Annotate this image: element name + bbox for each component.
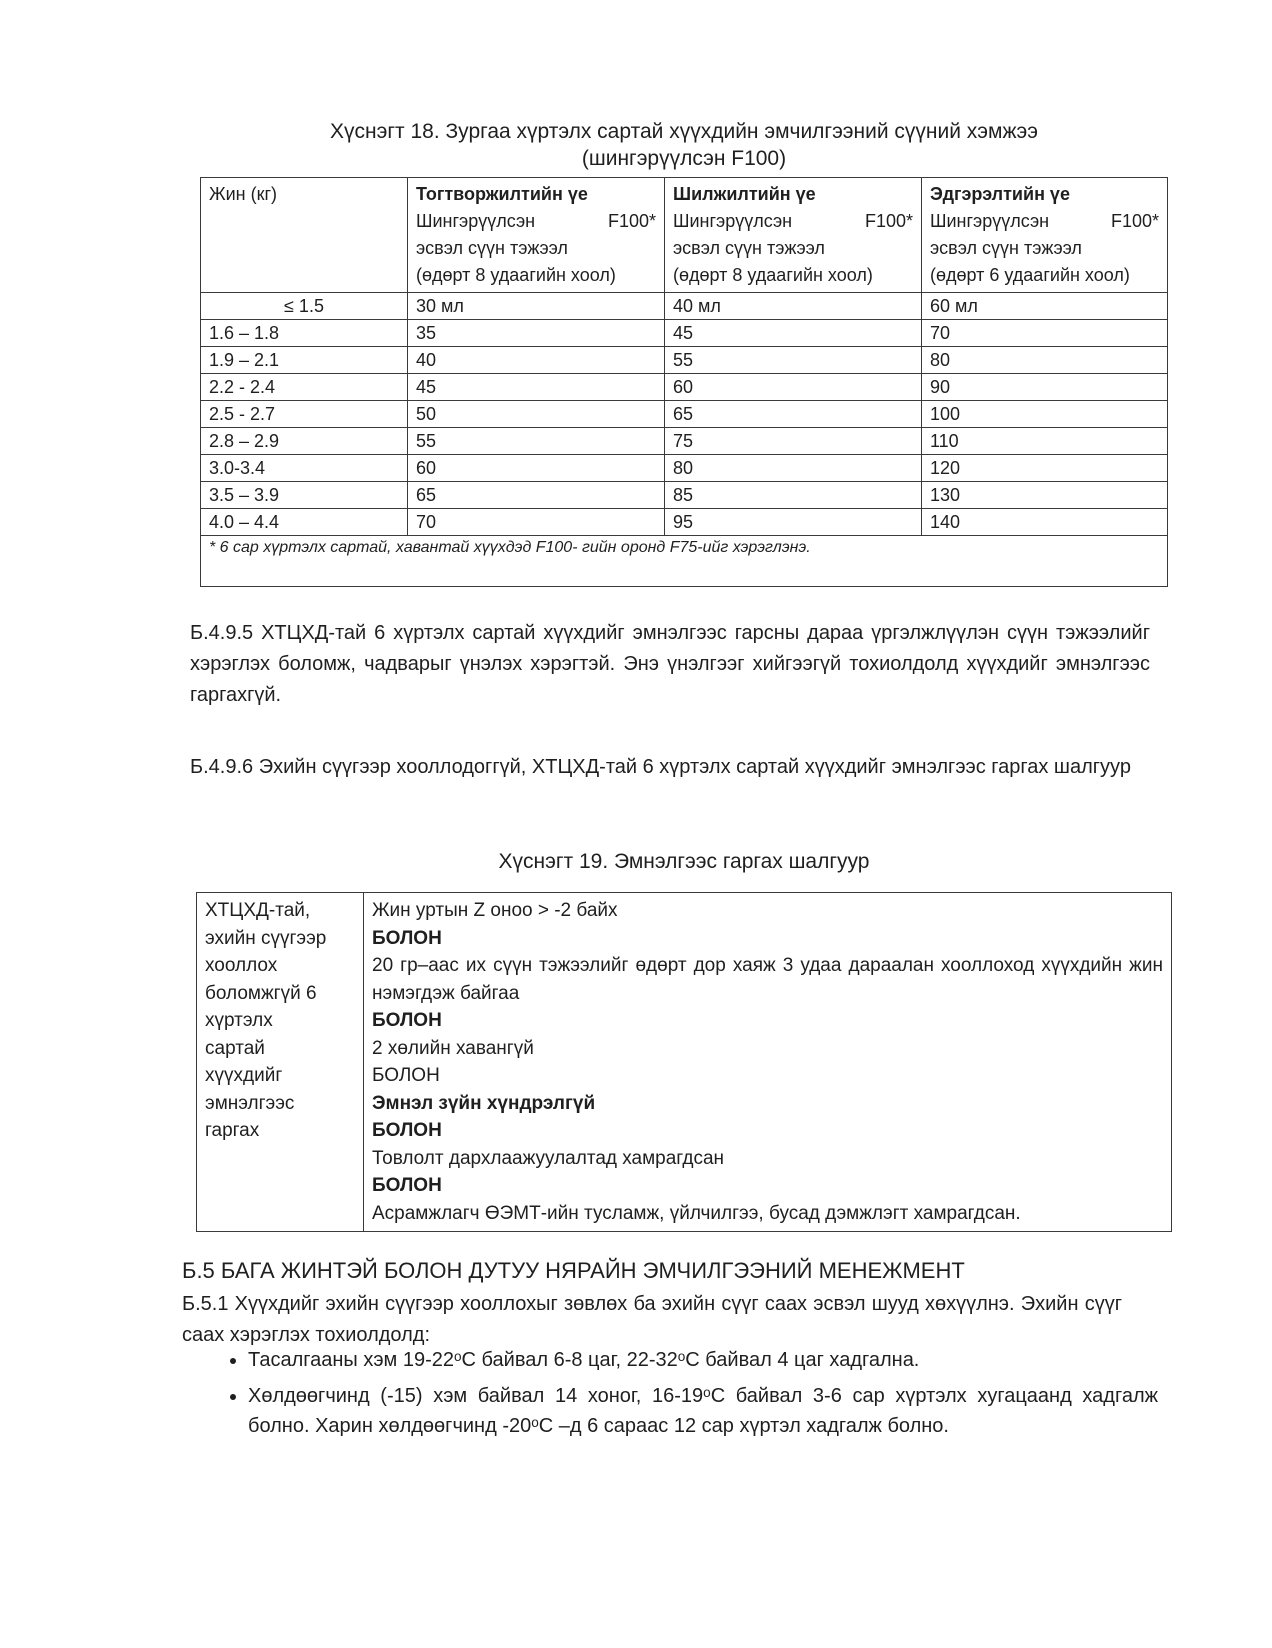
cell-weight: 2.8 – 2.9 [201,428,408,455]
cell-phase2: 60 [665,374,922,401]
cell-phase1: 40 [408,347,665,374]
header-phase1-line1b: F100* [607,211,656,231]
left-line: хооллох [205,955,278,976]
cell-phase2: 45 [665,320,922,347]
cell-phase1: 65 [408,482,665,509]
cell-weight: 3.0-3.4 [201,455,408,482]
table18-footnote: * 6 сар хүртэлх сартай, хавантай хүүхдэд F100- гийн оронд F75-ийг хэрэглэнэ. [201,536,1168,587]
cell-phase1: 45 [408,374,665,401]
cell-phase3: 70 [922,320,1168,347]
and-label: БОЛОН [372,1175,442,1196]
and-label: БОЛОН [372,927,442,949]
paragraph-b495: Б.4.9.5 ХТЦХД-тай 6 хүртэлх сартай хүүхдийг эмнэлгээс гарсны дараа үргэлжлүүлэн сүүн тэжээлийг хэрэглэх боломж, чадварыг үнэлэх хэрэгтэй. Энэ үнэлгээг хийгээгүй тохиолдолд хүүхдийг эмнэлгээс гаргахгүй. [190,622,1150,706]
table-row [201,482,1168,509]
header-phase3 [922,178,1168,293]
paragraph-b51: Б.5.1 Хүүхдийг эхийн сүүгээр хооллохыг зөвлөх ба эхийн сүүг саах эсвэл шууд хөхүүлнэ. Эхийн сүүг саах хэрэглэх тохиолдолд: [182,1293,1122,1346]
criterion-caregiver-support: Асрамжлагч ӨЭМТ-ийн тусламж, үйлчилгээ, бусад дэмжлэгт хамрагдсан. [372,1202,1021,1224]
header-phase3-line3: (өдөрт 6 удаагийн хоол) [930,265,1130,285]
criterion-no-edema: 2 хөлийн хавангүй [372,1037,534,1059]
left-line: хүртэлх [205,1010,273,1031]
header-phase1-title: Тогтворжилтийн үе [416,184,588,204]
cell-phase1: 35 [408,320,665,347]
table-row [201,455,1168,482]
cell-weight: 4.0 – 4.4 [201,509,408,536]
list-item: • Хөлдөөгчинд (-15) хэм байвал 14 хоног, 16-19ᵒC байвал 3-6 сар хүртэлх хугацаанд хадгалж болно. Харин хөлдөөгчинд -20ᵒC –д 6 сараас 12 сар хүртэл хадгалж болно. [248,1381,1158,1441]
cell-phase3: 120 [922,455,1168,482]
cell-phase3: 90 [922,374,1168,401]
table18 [200,177,1168,587]
and-label: БОЛОН [372,1010,442,1031]
cell-phase3: 60 мл [922,293,1168,320]
criterion-no-complications: Эмнэл зүйн хүндрэлгүй [372,1092,596,1114]
header-weight: Жин (кг) [201,178,408,293]
cell-phase3: 100 [922,401,1168,428]
table-row [201,320,1168,347]
table19-criteria-cell [364,893,1172,1232]
table18-caption [200,118,1168,173]
criterion-weight-gain: 20 гр–аас их сүүн тэжээлийг өдөрт дор хаяж 3 удаа дараалан хооллоход хүүхдийн жин нэмэгдэж байгаа [372,955,1163,1004]
table18-footnote-row [201,536,1168,587]
cell-weight: 1.6 – 1.8 [201,320,408,347]
cell-phase2: 40 мл [665,293,922,320]
cell-weight: 3.5 – 3.9 [201,482,408,509]
cell-phase2: 85 [665,482,922,509]
cell-phase2: 95 [665,509,922,536]
table18-header-row [201,178,1168,293]
table19 [196,892,1172,1232]
cell-phase1: 55 [408,428,665,455]
cell-phase2: 75 [665,428,922,455]
header-phase3-line2: эсвэл сүүн тэжээл [930,238,1082,258]
header-phase1-line1a: Шингэрүүлсэн [416,211,536,231]
table19-row [197,893,1172,1232]
table19-left-cell [197,893,364,1232]
storage-bullet-list [218,1345,1158,1447]
table18-caption-line1: Хүснэгт 18. Зургаа хүртэлх сартай хүүхдийн эмчилгээний сүүний хэмжээ [330,120,1038,143]
left-line: сартай [205,1037,265,1059]
cell-weight: ≤ 1.5 [201,293,408,320]
cell-phase2: 55 [665,347,922,374]
cell-phase3: 130 [922,482,1168,509]
left-line: ХТЦХД-тай, [205,900,311,921]
paragraph-b496: Б.4.9.6 Эхийн сүүгээр хооллодоггүй, ХТЦХД-тай 6 хүртэлх сартай хүүхдийг эмнэлгээс гаргах шалгуур [190,756,1131,778]
header-phase2-title: Шилжилтийн үе [673,184,816,204]
table-row [201,347,1168,374]
table18-caption-line2: (шингэрүүлсэн F100) [581,147,787,171]
table-row [201,374,1168,401]
cell-phase2: 65 [665,401,922,428]
header-phase2-line3: (өдөрт 8 удаагийн хоол) [673,265,873,285]
header-phase2-line2: эсвэл сүүн тэжээл [673,238,825,258]
cell-weight: 2.5 - 2.7 [201,401,408,428]
cell-phase1: 30 мл [408,293,665,320]
header-phase2 [665,178,922,293]
header-phase3-line1b: F100* [1110,211,1159,231]
header-phase2-line1b: F100* [864,211,913,231]
left-line: эхийн сүүгээр [205,927,327,949]
cell-phase1: 50 [408,401,665,428]
cell-phase2: 80 [665,455,922,482]
header-phase3-line1a: Шингэрүүлсэн [930,211,1050,231]
table19-caption: Хүснэгт 19. Эмнэлгээс гаргах шалгуур [498,850,870,873]
header-phase1 [408,178,665,293]
table-row [201,428,1168,455]
cell-weight: 2.2 - 2.4 [201,374,408,401]
header-phase1-line3: (өдөрт 8 удаагийн хоол) [416,265,616,285]
table-row [201,293,1168,320]
left-line: гаргах [205,1120,260,1141]
header-phase2-line1a: Шингэрүүлсэн [673,211,793,231]
and-label: БОЛОН [372,1065,440,1086]
left-line: боломжгүй 6 [205,982,317,1004]
cell-phase3: 140 [922,509,1168,536]
list-item: • Тасалгааны хэм 19-22ᵒC байвал 6-8 цаг, 22-32ᵒC байвал 4 цаг хадгална. [248,1345,1158,1375]
header-phase1-line2: эсвэл сүүн тэжээл [416,238,568,258]
cell-phase3: 110 [922,428,1168,455]
and-label: БОЛОН [372,1120,442,1141]
cell-weight: 1.9 – 2.1 [201,347,408,374]
cell-phase1: 60 [408,455,665,482]
cell-phase1: 70 [408,509,665,536]
criterion-z-score: Жин уртын Z оноо > -2 байх [372,900,618,921]
cell-phase3: 80 [922,347,1168,374]
left-line: эмнэлгээс [205,1092,295,1114]
table-row [201,401,1168,428]
criterion-vaccination: Товлолт дархлаажуулалтад хамрагдсан [372,1147,725,1169]
section-b5-heading: Б.5 БАГА ЖИНТЭЙ БОЛОН ДУТУУ НЯРАЙН ЭМЧИЛГЭЭНИЙ МЕНЕЖМЕНТ [182,1258,965,1283]
left-line: хүүхдийг [205,1065,283,1086]
header-phase3-title: Эдгэрэлтийн үе [930,184,1070,204]
table-row [201,509,1168,536]
